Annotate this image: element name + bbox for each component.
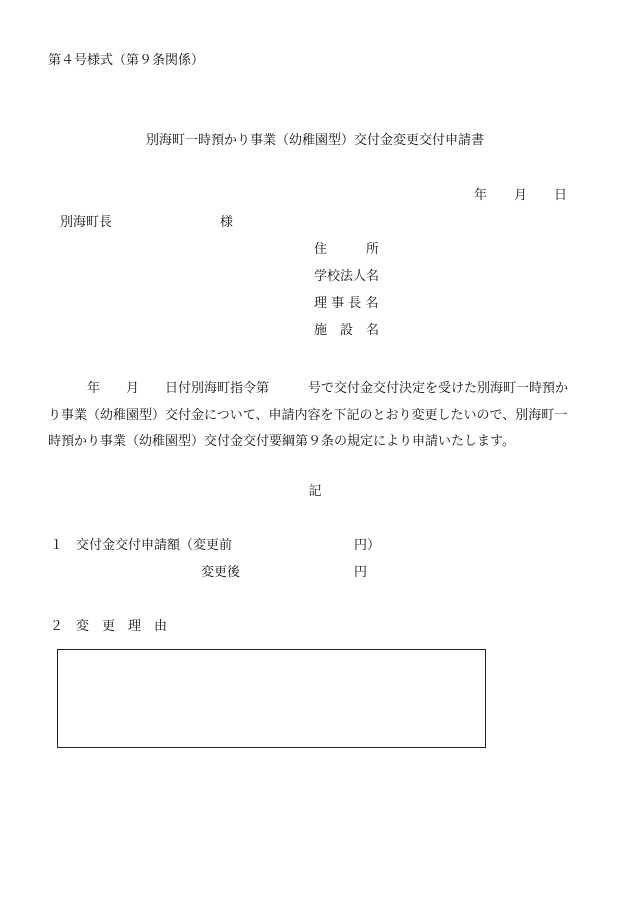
item1-after-label: 変更後	[201, 565, 241, 580]
item1-label: １ 交付金交付申請額（変更前	[50, 538, 233, 553]
addressee	[60, 215, 234, 230]
item1-after-unit: 円	[354, 565, 368, 580]
body-line: 年 月 日付別海町指令第 号で交付金交付決定を受けた別海町一時預か	[48, 381, 569, 396]
date-month-label: 月	[514, 188, 528, 203]
addressee-honorific: 様	[220, 215, 234, 230]
body-line: り事業（幼稚園型）交付金について、申請内容を下記のとおり変更したいので、別海町一	[48, 407, 568, 423]
body-line: 時預かり事業（幼稚園型）交付金交付要綱第９条の規定により申請いたします。	[48, 434, 515, 449]
item2-label: ２ 変 更 理 由	[50, 619, 168, 634]
change-reason-box[interactable]	[57, 649, 486, 748]
item1-before-unit: 円）	[354, 538, 381, 553]
date-line	[474, 189, 567, 202]
addressee-name: 別海町長	[60, 215, 113, 230]
applicant-address-label: 住 所	[314, 242, 380, 257]
record-heading: 記	[308, 484, 322, 499]
date-day-label: 日	[554, 188, 568, 203]
applicant-corporation-label: 学校法人名	[314, 269, 380, 284]
applicant-facility-label: 施 設 名	[314, 323, 380, 338]
application-body	[48, 376, 584, 456]
form-number: 第４号様式（第９条関係）	[48, 53, 205, 68]
document-title: 別海町一時預かり事業（幼稚園型）交付金変更交付申請書	[145, 133, 484, 148]
date-year-label: 年	[474, 188, 488, 203]
applicant-director-label: 理 事 長 名	[314, 296, 379, 311]
